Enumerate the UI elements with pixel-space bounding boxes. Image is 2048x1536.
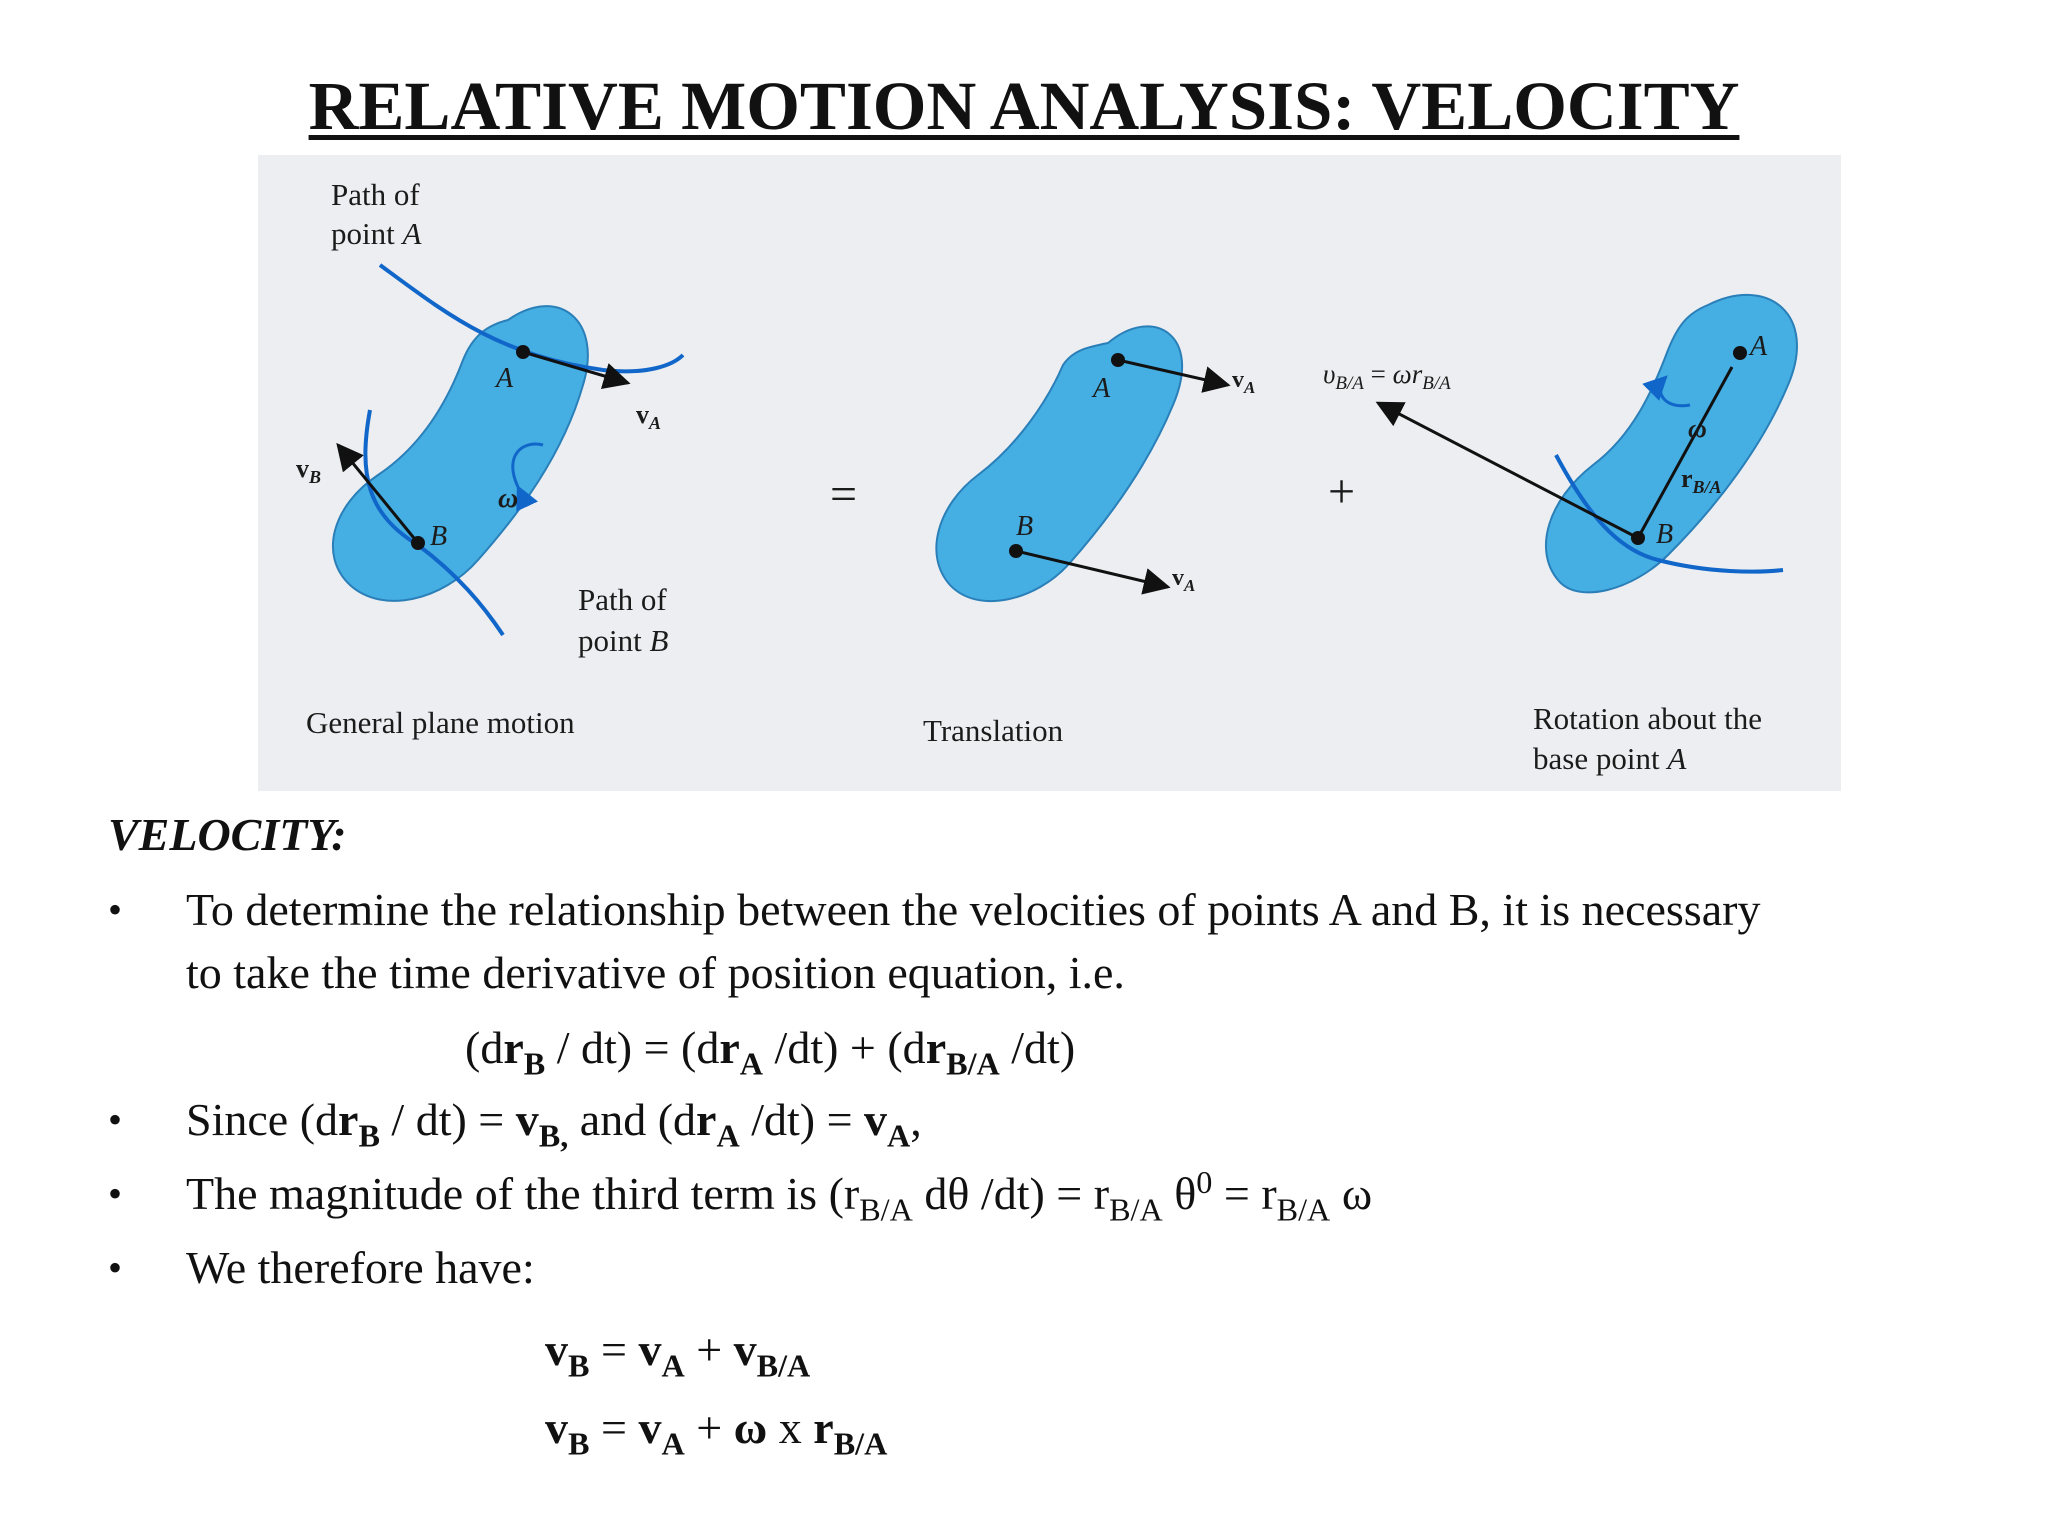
motion-diagram [258, 155, 1841, 791]
rotation-point-b-label: B [1656, 519, 1674, 550]
bullet-4-text: We therefore have: [186, 1242, 535, 1293]
bullet-2-text: Since $(dr_B / dt) = v_{B,}$ and ($dr_A$ $/dt) = v_A$, [186, 1094, 922, 1154]
point-a-label: A [496, 363, 514, 394]
rotation-point-a-label: A [1750, 331, 1768, 362]
omega-label: ω [498, 483, 519, 514]
relative-velocity-equation: $\upsilon_{B/A} = \omega r_{B/A}$ [1323, 359, 1451, 394]
page-title: RELATIVE MOTION ANALYSIS: VELOCITY [308, 68, 1740, 144]
motion-figure [258, 155, 1841, 791]
bullet-1-line2: to take the time derivative of position equation, i.e. [186, 947, 1125, 998]
point-b-label: B [430, 521, 448, 552]
rotation-panel [1323, 295, 1797, 776]
bullet-marker: • [108, 1171, 123, 1216]
path-b-label-line1: Path of [578, 582, 667, 617]
general-motion-panel [296, 177, 683, 740]
velocity-a-label: $v_A$ [636, 400, 662, 433]
path-a-label-line1: Path of [331, 177, 420, 212]
bullet-3-text: The magnitude of the third term is ($r_{B/A}$ dθ $/dt) = r_{B/A}$ $\theta^0 = r_{B/A}$ ω [186, 1163, 1373, 1228]
velocity-b-label: $v_B$ [296, 454, 322, 487]
final-equation-1: $v_B = v_A + v_{B/A}$ [545, 1324, 811, 1384]
equals-sign: = [830, 468, 858, 521]
bullet-marker: • [108, 1245, 123, 1290]
translation-panel [923, 326, 1255, 748]
path-a-label-line2: point A [331, 216, 422, 251]
caption-rotation-line2: base point A [1533, 741, 1687, 776]
translation-velocity-a-label: $v_A$ [1232, 367, 1256, 397]
plus-sign: + [1328, 465, 1356, 518]
caption-rotation-line1: Rotation about the [1533, 701, 1763, 736]
section-heading: VELOCITY: [108, 809, 347, 860]
rotation-omega-label: ω [1688, 414, 1707, 443]
caption-translation: Translation [923, 713, 1064, 748]
bullet-marker: • [108, 887, 123, 932]
derivative-equation: $(dr_B / dt) = (dr_A$ $/dt) + (dr_{B/A}$ /dt) [465, 1022, 1076, 1082]
rotation-point-a-dot [1733, 346, 1747, 360]
bullet-marker: • [108, 1097, 123, 1142]
translation-point-a-label: A [1093, 373, 1111, 404]
r-ba-label: $r_{B/A}$ [1681, 464, 1722, 497]
path-b-label-line2: point B [578, 623, 669, 658]
translation-point-b-label: B [1016, 511, 1034, 542]
bullet-1-line1: To determine the relationship between the velocities of points A and B, it is necessary [186, 884, 1761, 935]
caption-general-motion: General plane motion [306, 705, 575, 740]
translation-velocity-b-label: $v_A$ [1172, 565, 1196, 595]
rigid-body-general [333, 306, 588, 601]
final-equation-2: $v_B = v_A + \omega$ x $r_{B/A}$ [545, 1402, 888, 1462]
